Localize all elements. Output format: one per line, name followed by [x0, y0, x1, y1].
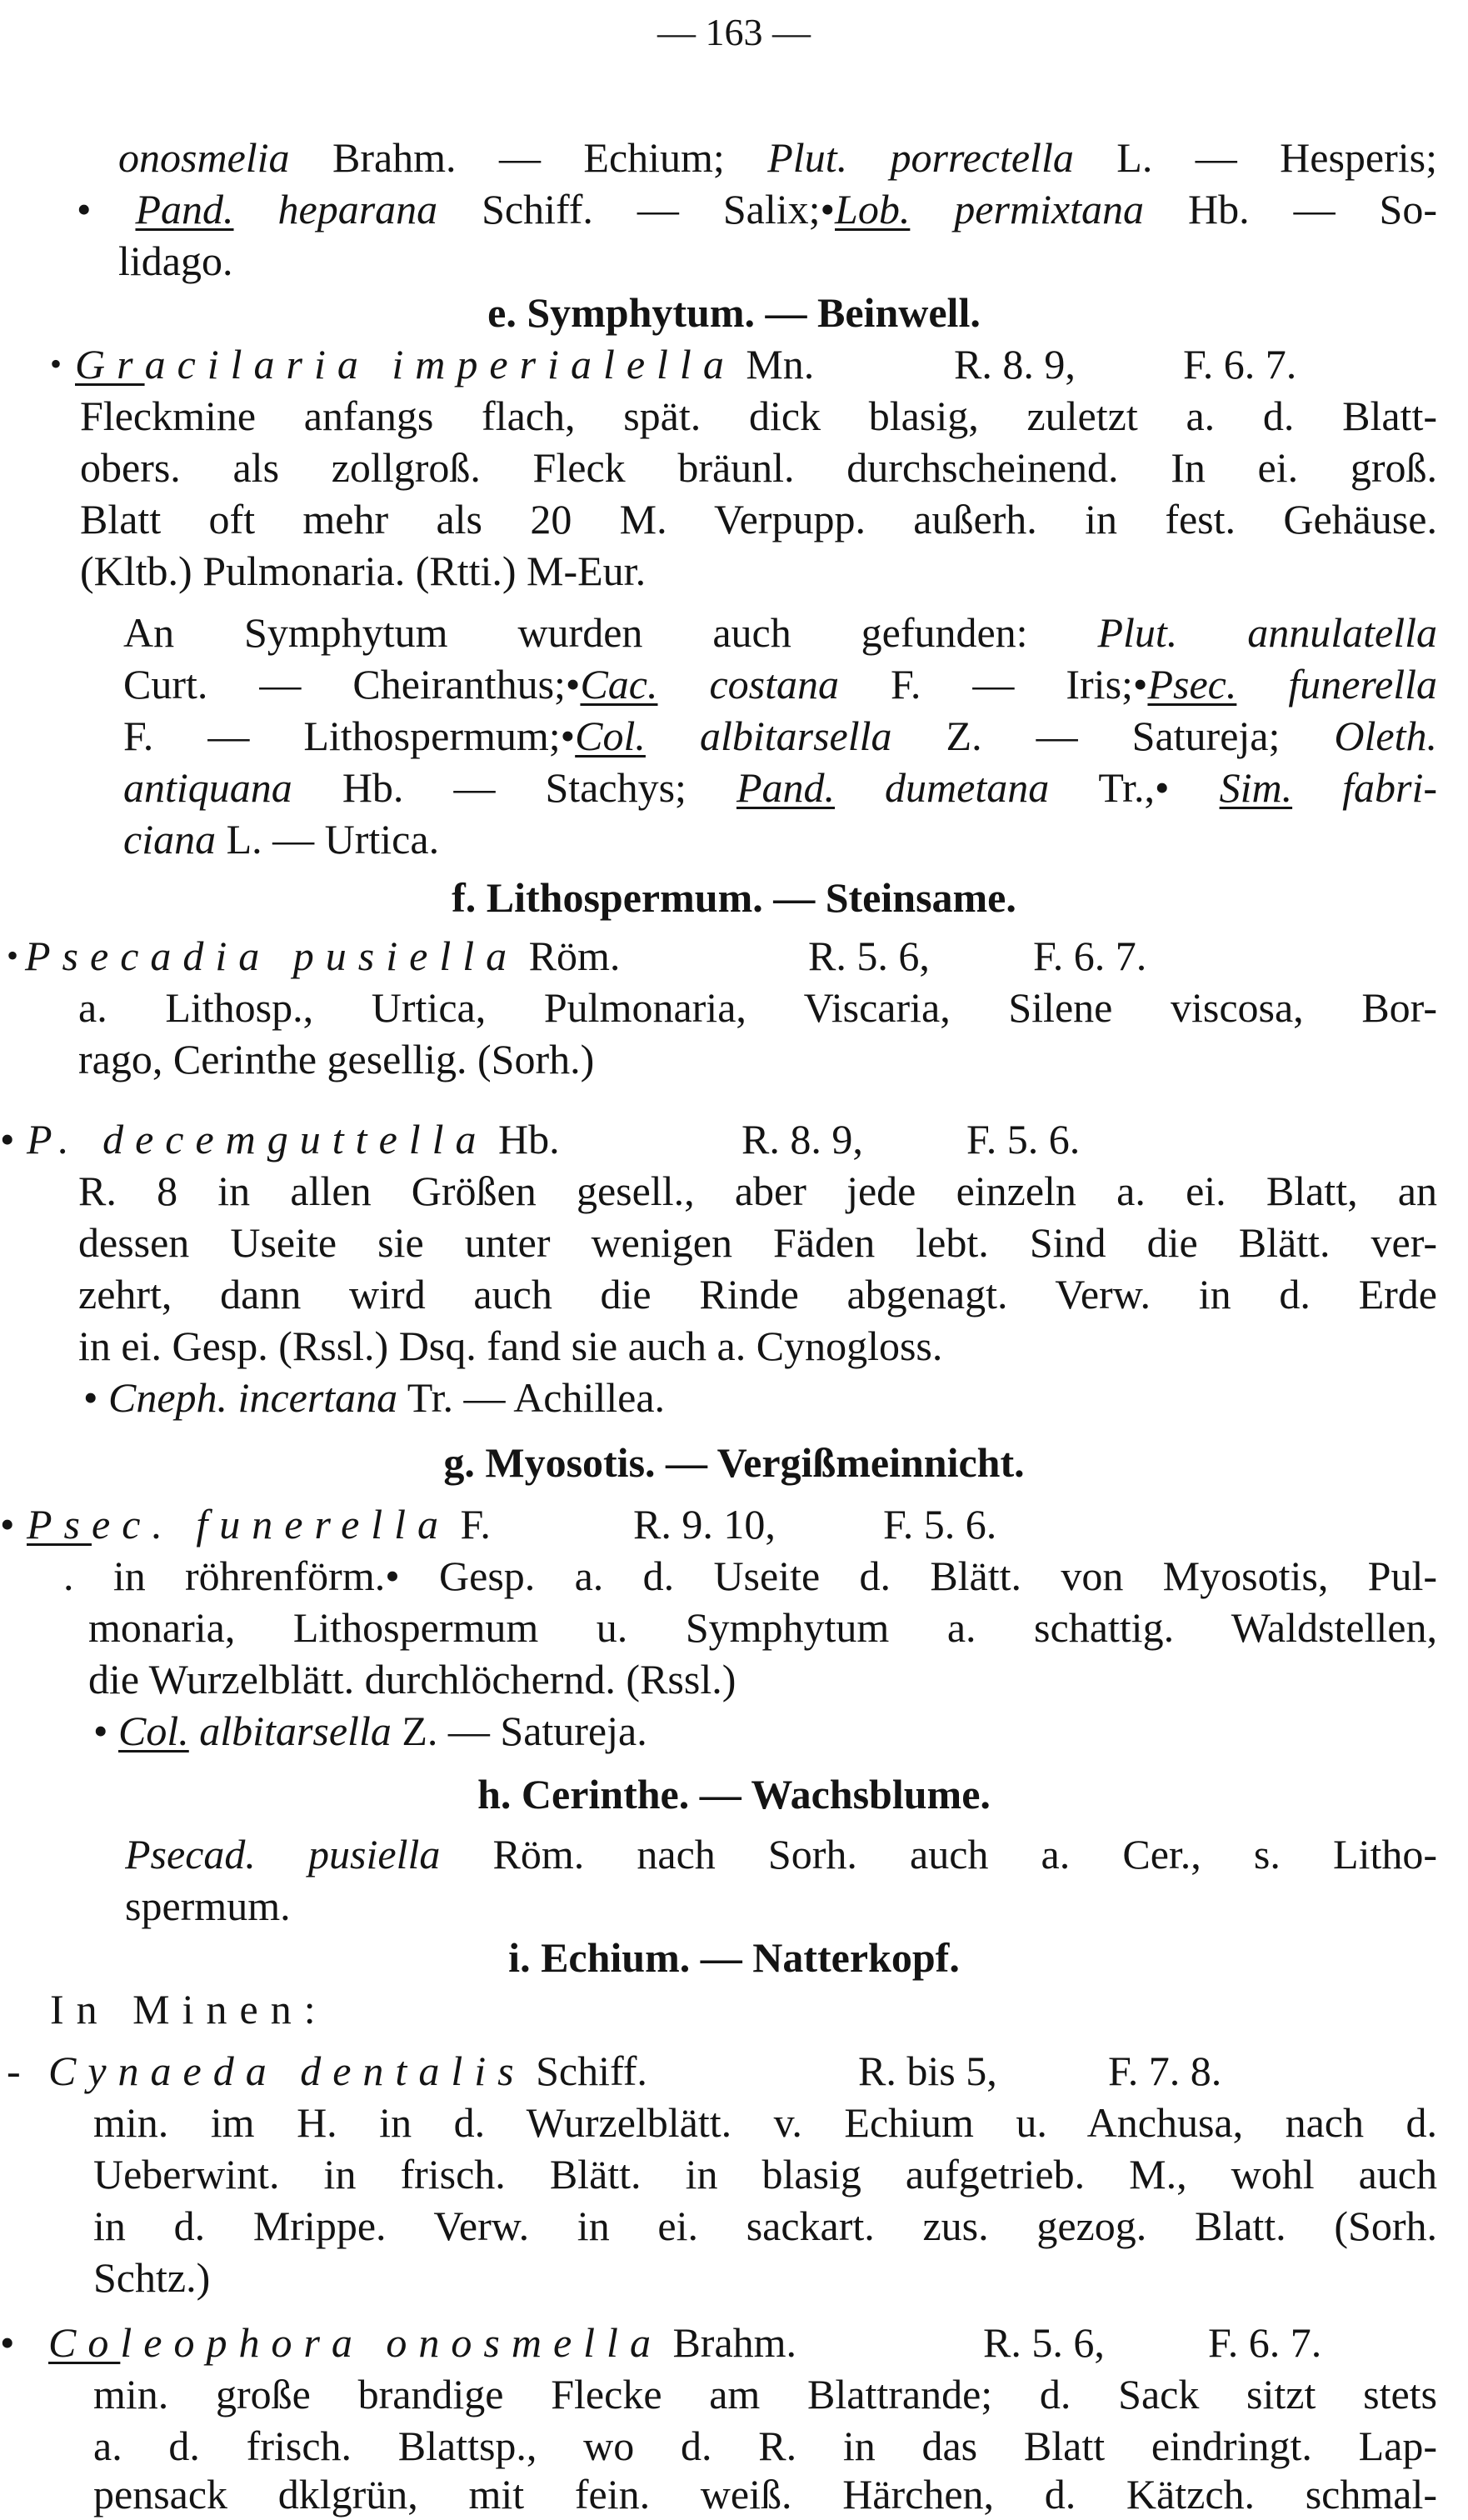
text-run: a. d. frisch. Blattsp., wo d. R. in das Blatt eindringt. Lap- [93, 2422, 1437, 2469]
entry-field: F. 6. 7. [1033, 932, 1147, 979]
text-run: Col. [575, 712, 646, 759]
text-run: Sim. [1219, 764, 1293, 811]
text-run: ciana [123, 816, 217, 862]
text-run: Plut. porrectella [767, 134, 1074, 181]
text-run: Psec. [1147, 661, 1237, 708]
text-run: dessen Useite sie unter wenigen Fäden lebt. Sind die Blätt. ver- [78, 1219, 1437, 1266]
species-name [27, 1113, 560, 1165]
text-run: • [77, 186, 136, 232]
entry-field: • [0, 1116, 15, 1162]
page-number: — 163 — [657, 11, 811, 53]
text-run: • [93, 1708, 119, 1754]
text-run: Z. — Satureja. [391, 1708, 647, 1754]
entry-field: F. 7. 8. [1108, 2048, 1222, 2094]
text-line [78, 1320, 942, 1372]
text-run: monaria, Lithospermum u. Symphytum a. schattig. Waldstellen, [88, 1604, 1437, 1651]
text-run: Röm. nach Sorh. auch a. Cer., s. Litho- [440, 1831, 1437, 1878]
text-run: fabri- [1292, 764, 1437, 811]
text-run: Fleckmine anfangs flach, spät. dick blasig, zuletzt a. d. Blatt- [80, 392, 1437, 439]
entry-field: R. 8. 9, [954, 341, 1076, 388]
entry-field: F. 5. 6. [883, 1501, 997, 1548]
text-line [78, 1165, 1437, 1217]
entry-field: • [0, 2319, 15, 2366]
text-run: Blatt oft mehr als 20 M. Verpupp. außerh. in fest. Gehäuse. [80, 496, 1437, 542]
section-heading: g. Myosotis. — Vergißmeinnicht. [443, 1439, 1025, 1486]
text-line [80, 390, 1437, 442]
species-name [75, 338, 814, 390]
section-heading: f. Lithospermum. — Steinsame. [452, 874, 1016, 921]
text-line [80, 493, 1437, 545]
entry-field: F. 6. 7. [1183, 341, 1297, 388]
text-line [93, 1705, 647, 1757]
text-line [93, 2200, 1437, 2252]
text-line [123, 658, 1437, 710]
text-run: Pand. [736, 764, 835, 811]
text-line [88, 1602, 1437, 1653]
text-line [93, 2148, 1437, 2200]
text-run: Cynaeda dentalis [48, 2048, 526, 2094]
text-run: L. — Hesperis; [1073, 134, 1437, 181]
text-run: obers. als zollgroß. Fleck bräunl. durchscheinend. In ei. groß. [80, 444, 1437, 491]
text-run: Brahm. — Echium; [289, 134, 768, 181]
text-run: in d. Mrippe. Verw. in ei. sackart. zus. gezog. Blatt. (Sorh. [93, 2202, 1437, 2249]
text-run: onosmelia [118, 134, 290, 181]
text-run: Cneph. incertana [108, 1374, 398, 1421]
text-run: L. — Urtica. [216, 816, 440, 862]
text-run: Psecadia pusiella [25, 932, 519, 979]
text-run: • [83, 1374, 109, 1421]
text-run: Tr.,• [1049, 764, 1220, 811]
species-name [48, 2045, 647, 2097]
text-run: Cac. [580, 661, 658, 708]
text-line [80, 545, 646, 597]
text-run: Z. — Satureja; [891, 712, 1335, 759]
text-run: F. — Iris;• [839, 661, 1148, 708]
text-run: lidago. [118, 238, 233, 284]
text-run: Hb. — Stachys; [292, 764, 736, 811]
entry-field: • [50, 345, 62, 382]
text-line [93, 2468, 1437, 2520]
text-line [93, 2420, 1437, 2472]
text-run: Schtz.) [93, 2254, 211, 2301]
entry-field: R. bis 5, [858, 2048, 997, 2094]
text-line [123, 607, 1437, 658]
text-run: min. im H. in d. Wurzelblätt. v. Echium u. Anchusa, nach d. [93, 2099, 1437, 2146]
text-run: F. — Lithospermum;• [123, 712, 576, 759]
text-run: in ei. Gesp. (Rssl.) Dsq. fand sie auch a. Cynogloss. [78, 1322, 943, 1369]
text-run: Tr. — Achillea. [397, 1374, 666, 1421]
section-heading: h. Cerinthe. — Wachsblume. [477, 1771, 991, 1818]
text-run: Ueberwint. in frisch. Blätt. in blasig aufgetrieb. M., wohl auch [93, 2151, 1437, 2198]
text-line [123, 710, 1437, 762]
text-run: R. 8 in allen Größen gesell., aber jede einzeln a. ei. Blatt, an [78, 1168, 1437, 1214]
text-run: Col. [118, 1708, 189, 1754]
text-run: acilaria imperialella [144, 341, 736, 388]
section-heading: i. Echium. — Natterkopf. [508, 1934, 960, 1981]
text-line [77, 183, 1437, 235]
text-line [123, 762, 1437, 813]
text-run: Schiff. — Salix;• [437, 186, 836, 232]
text-run: F. [450, 1501, 491, 1548]
entry-field: R. 5. 6, [808, 932, 930, 979]
text-line [88, 1653, 736, 1705]
text-run: costana [657, 661, 840, 708]
entry-field: F. 6. 7. [1208, 2319, 1322, 2366]
text-line [93, 2368, 1437, 2420]
text-line [125, 1828, 1437, 1880]
text-run: Gr [75, 341, 145, 388]
text-run: albitarsella [188, 1708, 392, 1754]
text-run: funerella [1236, 661, 1437, 708]
entry-field: R. 8. 9, [741, 1116, 863, 1162]
text-run: Brahm. [662, 2319, 797, 2366]
text-run: pensack dklgrün, mit fein. weiß. Härchen, d. Kätzch. schmal- [93, 2471, 1437, 2518]
text-run: ec. funerella [92, 1501, 451, 1548]
text-line [78, 1033, 594, 1085]
text-run: permixtana [910, 186, 1145, 232]
text-run: heparana [233, 186, 438, 232]
species-name [27, 1498, 491, 1550]
text-run: Psecad. pusiella [125, 1831, 441, 1878]
text-line [78, 1268, 1437, 1320]
entry-field: - [7, 2048, 21, 2094]
text-line [63, 1550, 1437, 1602]
entry-field: R. 9. 10, [633, 1501, 776, 1548]
text-run: leophora onosmella [120, 2319, 662, 2366]
text-run: An Symphytum wurden auch gefunden: [123, 609, 1098, 656]
text-line [78, 1217, 1437, 1268]
text-line [118, 132, 1437, 183]
text-run: (Kltb.) Pulmonaria. (Rtti.) M-Eur. [80, 548, 647, 594]
text-line [118, 235, 232, 287]
text-run: albitarsella [645, 712, 892, 759]
species-name [48, 2317, 796, 2368]
text-run: a. Lithosp., Urtica, Pulmonaria, Viscaria, Silene viscosa, Bor- [78, 984, 1437, 1031]
text-run: die Wurzelblätt. durchlöchernd. (Rssl.) [88, 1656, 736, 1702]
text-run: Plut. annulatella [1097, 609, 1437, 656]
text-run: Schiff. [525, 2048, 647, 2094]
entry-field: R. 5. 6, [983, 2319, 1105, 2366]
text-line [50, 1983, 328, 2035]
text-run: min. große brandige Flecke am Blattrande; d. Sack sitzt stets [93, 2371, 1437, 2418]
text-run: P. decemguttella [27, 1116, 488, 1162]
text-line [83, 1372, 665, 1423]
text-line [78, 982, 1437, 1033]
entry-field: • [7, 937, 19, 974]
text-run: In Minen: [50, 1986, 328, 2032]
text-run: rago, Cerinthe gesellig. (Sorh.) [78, 1036, 595, 1082]
text-run: Hb. [487, 1116, 560, 1162]
text-line [125, 1880, 291, 1932]
text-run: Co [48, 2319, 121, 2366]
section-heading: e. Symphytum. — Beinwell. [487, 289, 981, 336]
entry-field: F. 5. 6. [966, 1116, 1081, 1162]
text-line [93, 2252, 210, 2303]
text-run: Hb. — So- [1144, 186, 1437, 232]
text-run: . in röhrenförm.• Gesp. a. d. Useite d. Blätt. von Myosotis, Pul- [63, 1552, 1437, 1599]
text-run: Pand. [135, 186, 234, 232]
text-line [93, 2097, 1437, 2148]
text-run: Curt. — Cheiranthus;• [123, 661, 581, 708]
text-run: spermum. [125, 1882, 291, 1929]
entry-field: • [0, 1501, 15, 1548]
text-run: Röm. [518, 932, 621, 979]
text-run: antiquana [123, 764, 292, 811]
text-run: Ps [27, 1501, 92, 1548]
text-line [80, 442, 1437, 493]
text-run: Lob. [835, 186, 911, 232]
text-run: dumetana [835, 764, 1050, 811]
text-run: Mn. [735, 341, 815, 388]
species-name [25, 930, 620, 982]
text-line [123, 813, 439, 865]
text-run: zehrt, dann wird auch die Rinde abgenagt. Verw. in d. Erde [78, 1271, 1437, 1318]
text-run: Oleth. [1334, 712, 1437, 759]
